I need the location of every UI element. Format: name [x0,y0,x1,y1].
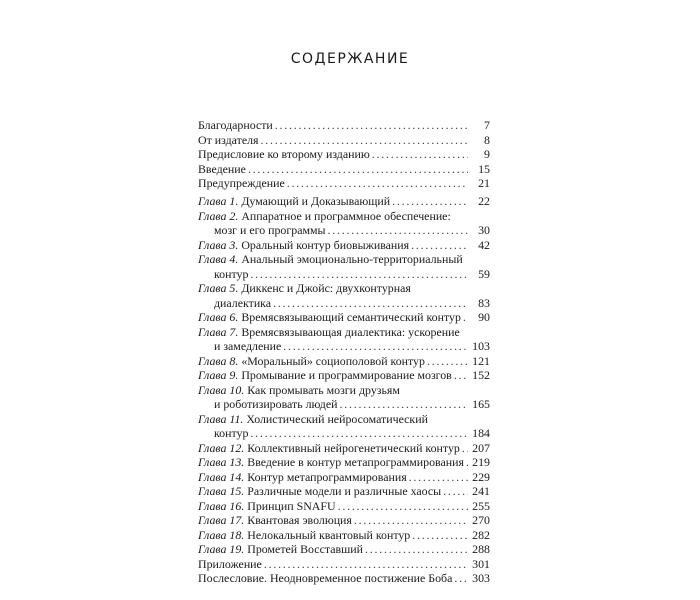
page-number: 288 [472,542,490,556]
toc-entry-text: Времясвязывающая диалектика: ускорение [241,324,460,339]
page-number: 8 [484,132,490,147]
page-number: 165 [472,397,490,411]
page-number: 303 [472,571,490,585]
toc-entry [198,176,490,191]
page-number: 42 [478,237,490,252]
toc-entry [198,528,490,543]
toc-entry-line [198,252,490,267]
toc-entry [198,484,490,499]
toc-entry-text: Оральный контур биовыживания [241,237,410,252]
toc-entry-line [198,528,490,543]
chapter-number: Глава 12. [198,440,245,455]
dot-leader [261,133,469,148]
toc-entry-text: Послесловие. Неодновременное постижение Боба [198,571,453,585]
dot-leader [392,194,468,209]
toc-entry-title [198,310,461,325]
dot-leader [443,484,468,499]
dot-leader [273,296,468,311]
toc-entry-text: Предисловие ко второму изданию [198,147,370,161]
page-number: 270 [472,513,490,527]
page-number: 22 [478,194,490,208]
toc-entry-continuation [198,296,490,311]
chapter-number: Глава 11. [198,411,244,426]
toc-entry-text: Времясвязывающий семантический контур [241,310,461,324]
toc-entry-text: Предупреждение [198,176,285,190]
page-number: 59 [478,266,490,281]
toc-entry [198,162,490,177]
toc-entry-text: Введение [198,161,246,176]
toc-entry-line [198,176,490,191]
dot-leader [372,147,468,162]
toc-entry-line [198,281,490,296]
toc-entry [198,455,490,470]
dot-leader [264,557,468,572]
toc-entry-title [198,441,460,456]
toc-entry [198,383,490,412]
page-number: 15 [478,161,490,176]
toc-entry-line [198,412,490,427]
toc-entry-text: Как промывать мозги друзьям [247,382,400,397]
toc-entry [198,470,490,485]
toc-entry-text: Нелокальный квантовый контур [247,527,411,542]
toc-entry-text: Прометей Восставший [247,542,363,556]
toc-entry-title [198,571,452,586]
toc-entry-line [198,118,490,133]
dot-leader [409,470,468,485]
toc-entry-title [198,499,336,514]
toc-entry-title [198,513,352,528]
chapter-number: Глава 13. [198,455,245,469]
toc-entry-line [198,441,490,456]
chapter-number: Глава 1. [198,194,239,208]
dot-leader [275,118,468,133]
toc-entry-line [198,310,490,325]
toc-entry-title [214,426,248,441]
toc-entry-text: и роботизировать людей [214,397,338,411]
chapter-number: Глава 14. [198,469,245,484]
chapter-number: Глава 15. [198,484,245,498]
chapter-number: Глава 16. [198,498,245,513]
chapter-number: Глава 3. [198,237,239,252]
toc-entry-title [198,557,262,572]
toc-entry [198,147,490,162]
dot-leader [250,426,468,441]
page-number: 83 [478,295,490,310]
toc-entry-title [214,339,281,354]
toc-entry-title [198,325,460,340]
toc-entry-title [198,118,273,133]
toc-entry-title [214,223,326,238]
toc-entry-title [198,383,400,398]
chapter-number: Глава 5. [198,281,239,295]
chapter-number: Глава 10. [198,382,245,397]
toc-entry-line [198,499,490,514]
toc-entry-line [198,484,490,499]
toc-entry-line [198,162,490,177]
toc-entry [198,310,490,325]
toc-entry [198,133,490,148]
page-number: 9 [484,147,490,161]
dot-leader [340,397,469,412]
dot-leader [338,499,468,514]
page-number: 103 [472,339,490,353]
toc-entry-text: Приложение [198,556,262,571]
toc-entry-text: Различные модели и различные хаосы [247,484,442,498]
dot-leader [411,238,468,253]
toc-entry-title [198,412,428,427]
chapter-number: Глава 17. [198,513,245,527]
toc-entry-text: Диккенс и Джойс: двухконтурная [241,281,411,295]
toc-entry-text: контур [214,426,249,440]
toc-entry-title [198,484,441,499]
chapter-number: Глава 6. [198,310,239,324]
toc-entry-title [198,176,285,191]
toc-entry-text: контур [214,266,249,281]
dot-leader [287,176,468,191]
toc-entry-line [198,470,490,485]
chapter-number: Глава 2. [198,208,239,223]
dot-leader [466,455,468,470]
dot-leader [250,267,468,282]
toc-entry [198,499,490,514]
toc-entry-text: Квантовая эволюция [247,513,352,527]
toc-entry-text: Введение в контур метапрограммирования [247,455,464,469]
toc-entry-text: Холистический нейросоматический [246,411,428,426]
toc-entry [198,354,490,369]
toc-entry-line [198,325,490,340]
dot-leader [283,339,468,354]
toc-entry-continuation [198,267,490,282]
page-number: 21 [478,176,490,190]
toc-entry [198,513,490,528]
toc-entry-text: Контур метапрограммирования [247,469,407,484]
toc-entry [198,281,490,310]
toc-entry [198,209,490,238]
toc-entry-line [198,133,490,148]
toc-entry-continuation [198,426,490,441]
toc-entry-text: Анальный эмоционально-территориальный [241,252,463,266]
toc-entry-title [198,470,407,485]
dot-leader [354,513,468,528]
toc-entry-line [198,383,490,398]
page-number: 184 [472,426,490,440]
toc-entry [198,252,490,281]
dot-leader [454,571,468,586]
dot-leader [463,310,468,325]
toc-entry-title [198,133,259,148]
dot-leader [328,223,468,238]
page-number: 229 [472,469,490,484]
toc-entry-line [198,209,490,224]
dot-leader [454,368,468,383]
toc-entry-title [198,368,452,383]
page-number: 282 [472,527,490,542]
toc-entry-continuation [198,339,490,354]
page-number: 7 [484,118,490,132]
toc-entry-line [198,513,490,528]
toc-entry-text: и замедление [214,339,282,353]
toc-entry [198,194,490,209]
toc-entry [198,571,490,586]
page-number: 207 [472,440,490,455]
toc-entry-text: мозг и его программы [214,223,326,237]
page-number: 219 [472,455,490,469]
toc-entry-title [198,238,409,253]
toc-entry-line [198,368,490,383]
dot-leader [462,441,468,456]
toc-entry-text: Думающий и Доказывающий [241,194,391,208]
toc-entry-title [214,397,338,412]
page-number: 152 [472,368,490,382]
toc-entry-title [198,528,410,543]
toc-entry [198,325,490,354]
toc-entry-line [198,238,490,253]
toc-entry-text: Принцип SNAFU [247,498,336,513]
chapter-number: Глава 19. [198,542,245,556]
page-number: 241 [472,484,490,498]
chapter-number: Глава 4. [198,252,239,266]
toc-entry [198,412,490,441]
dot-leader [248,162,468,177]
toc-entry [198,441,490,456]
toc-entry [198,542,490,557]
page-title: СОДЕРЖАНИЕ [290,51,410,67]
toc-entry [198,557,490,572]
dot-leader [365,542,468,557]
toc-entry-line [198,557,490,572]
dot-leader [412,528,468,543]
toc-entry-title [198,354,425,369]
page-number: 301 [472,556,490,571]
toc-entry-title [198,455,464,470]
page-number: 30 [478,223,490,237]
chapter-number: Глава 7. [198,324,239,339]
toc-entry-continuation [198,397,490,412]
chapter-number: Глава 9. [198,368,239,382]
chapter-number: Глава 18. [198,527,245,542]
toc-entry-title [214,296,271,311]
toc-entry [198,368,490,383]
toc-entry-title [198,281,411,296]
dot-leader [427,354,468,369]
toc-entry-text: Благодарности [198,118,273,132]
toc-entry-text: От издателя [198,132,259,147]
table-of-contents [198,118,490,586]
page-number: 255 [472,498,490,513]
toc-entry-text: Аппаратное и программное обеспечение: [241,208,451,223]
toc-entry-line [198,194,490,209]
toc-entry-title [198,162,246,177]
toc-entry-text: диалектика [214,295,272,310]
toc-entry-line [198,542,490,557]
toc-entry-title [198,542,363,557]
page-number: 90 [478,310,490,324]
toc-entry-title [198,209,451,224]
toc-entry-continuation [198,223,490,238]
toc-entry-line [198,354,490,369]
toc-entry [198,238,490,253]
toc-entry-title [198,147,370,162]
toc-entry [198,118,490,133]
toc-entry-text: Промывание и программирование мозгов [241,368,452,382]
toc-entry-title [198,194,390,209]
toc-entry-title [198,252,463,267]
chapter-number: Глава 8. [198,353,239,368]
toc-entry-text: «Моральный» социополовой контур [241,353,425,368]
toc-entry-title [214,267,248,282]
toc-entry-line [198,147,490,162]
toc-entry-line [198,571,490,586]
toc-entry-text: Коллективный нейрогенетический контур [247,440,460,455]
page-number: 121 [472,353,490,368]
toc-entry-line [198,455,490,470]
